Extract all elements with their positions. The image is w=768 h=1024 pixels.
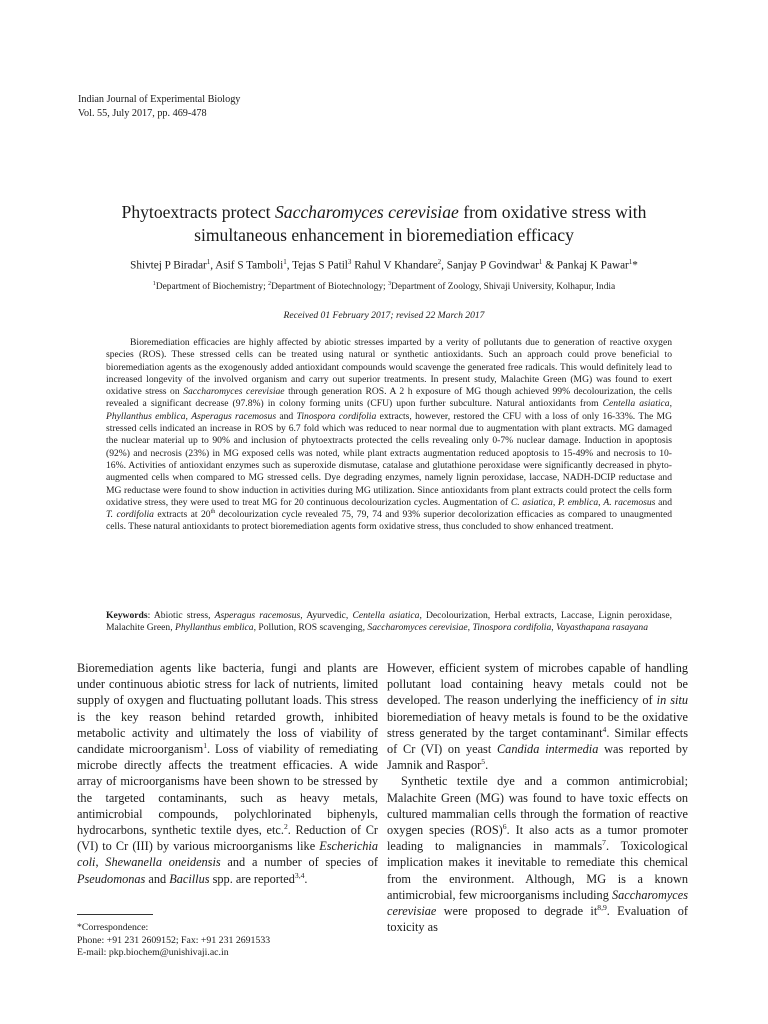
italic-term: Centella asiatica [352,610,420,621]
text-run: Synthetic textile dye and a common antimicrobial; Malachite Green (MG) was found to have toxic effects on cultured mammalian cells through the formation of reactive oxygen species (ROS) [387,774,688,838]
italic-term: Saccharomyces cerevisiae [387,887,688,919]
author-name: Sanjay P Govindwar [446,259,539,272]
text-run: bioremediation of heavy metals is found to be the oxidative stress generated by the target contaminant [387,709,688,740]
italic-term: A. racemosus [603,496,656,508]
text-run: and a number of species of [220,855,379,870]
text-run: . Reduction of Cr (VI) to Cr (III) by various microorganisms like [77,823,378,854]
text-run: extracts, however, restored the CFU with a loss of only 16-33%. The MG stressed cells indicated an increase in ROS by 6.7 fold which was reduced to near normal due to augmentation with plant extracts. MG damaged the nuclear material up to 90% and inclusion of phytoextracts protected the cells revealing only 0-7% nuclear damage. Induction in apoptosis (92%) and necrosis (23%) in MG exposed cells was noted, while plant extracts augmentation reduced apoptosis to 15-49% and necrosis to 10-16%. Activities of antioxidant enzymes such as superoxide dismutase, catalase and glutathione peroxidase were significantly decreased in phyto-augmented cells when compared to MG stressed cells. Dye degrading enzymes, namely lignin peroxidase, laccase, NADH-DCIP reductase and MG reductase were found to show induction in activities during MG utilization. Since antioxidants from plant extracts could protect the cells form oxidative stress, they were used to treat MG for 20 continuous decolourization cycles. Augmentation of [106,410,673,508]
italic-term: Phyllanthus emblica [106,410,186,422]
italic-term: Tinospora cordifolia [472,622,552,634]
text-run: were proposed to degrade it [436,904,598,919]
author-name: Tejas S Patil [292,259,348,272]
text-run: . [485,758,489,773]
abstract [106,337,672,534]
author-affil-sup: 2 [437,258,442,266]
text-run: , [95,855,106,870]
text-run: . Loss of viability of remediating microbe directly affects the treatment efficacies. A wide array of microorganisms have been shown to be stressed by the targeted contaminants, such as heavy metals, antimicrobial compounds, polychlorinated biphenyls, hydrocarbons, synthetic textile dyes, etc. [77,742,378,838]
keywords-label: Keywords [106,610,148,621]
text-run: , [551,622,557,634]
text-run: decolourization cycle revealed 75, 79, 74 and 93% superior decolorization efficacies as compared to unaugmented cells. These natural antioxidants to protect bioremediation agents form oxidative stress, thus concluded to show enhanced treatment. [106,509,673,533]
journal-name: Indian Journal of Experimental Biology [78,94,241,105]
italic-term: Escherichia coli [77,839,378,870]
footnote [77,922,270,960]
text-run: . [304,871,308,886]
affil-sup: 1 [152,281,156,287]
author-affil-sup: 1 [283,258,287,266]
received-dates [40,310,728,321]
text-run: , Decolourization, Herbal extracts, Laccase, Lignin peroxidase, Malachite Green, [106,610,672,634]
author-sep: * [632,259,638,272]
affil-sup: 3 [388,281,392,287]
italic-term: in situ [656,693,689,708]
text-run: , [598,496,604,508]
text-run: , Ayurvedic, [300,610,353,621]
author-list [40,258,728,272]
keywords [106,610,672,635]
italic-term: C. asiatica [510,496,553,508]
footnote-rule [77,914,153,915]
citation-sup: 8,9 [597,902,607,912]
received-date: Received 01 February 2017 [283,310,391,321]
body-paragraph [387,773,688,935]
text-run: However, efficient system of microbes capable of handling pollutant load containing heavy metals could not be developed. The reason underlying the inefficiency of [387,661,688,708]
text-run: and [655,496,673,508]
text-run: . Toxicological implication makes it inevitable to remediate this chemical from the environment. Although, MG is a known antimicrobial, few microorganisms including [387,839,688,902]
author-sep: , [210,259,216,272]
keywords-list [106,610,672,633]
text-run: Bioremediation agents like bacteria, fungi and plants are under continuous abiotic stress for lack of nutrients, limited supply of oxygen and fluctuating pollutant loads. This stress is the key reason behind retarded growth, inhibited metabolic activity and ultimately the loss of viability of candidate microorganism [77,661,378,757]
citation-sup: 2 [283,821,288,831]
journal-header [78,93,240,120]
contact-phone: Phone: +91 231 2609152; Fax: +91 231 2691533 [77,934,271,946]
affil-text: Department of Biotechnology; [271,282,388,293]
author-sep: , [286,259,293,272]
citation-sup: 4 [602,724,607,734]
text-run: . It also acts as a tumor promoter leading to malignancies in mammals [387,823,688,854]
title-pre: Phytoextracts protect [121,202,275,222]
author-sep: , [441,259,447,272]
author-affil-sup: 1 [628,258,633,266]
text-run: spp. are reported [209,871,295,886]
body-column-right [387,660,688,935]
italic-term: Asperagus racemosus [191,410,277,422]
author-name: Rahul V Khandare [354,259,438,272]
affil-sup: 2 [268,281,272,287]
journal-volume: Vol. 55, July 2017, pp. 469-478 [78,107,207,119]
text-run: , [669,398,672,410]
italic-term: Asperagus racemosus [214,610,301,621]
revised-date: revised 22 March 2017 [395,310,485,321]
author-name: Shivtej P Biradar [130,259,207,272]
text-run: and [145,871,170,886]
italic-term: Candida intermedia [496,742,599,757]
italic-term: T. cordifolia [106,509,154,521]
text-run: . Similar effects of Cr (VI) on yeast [387,725,688,757]
italic-term: Saccharomyces cerevisiae [183,386,285,398]
citation-sup: 5 [481,757,486,767]
text-run: : Abiotic stress, [147,610,215,621]
text-run: and [276,410,297,422]
title-line2: simultaneous enhancement in bioremediation efficacy [194,224,574,245]
title-post: from oxidative stress with [458,202,647,222]
body-paragraph [77,660,378,887]
text-run: , [185,410,192,422]
author-name: Pankaj K Pawar [556,259,629,272]
text-run: . Evaluation of toxicity as [387,904,688,935]
title-species: Saccharomyces cerevisiae [274,202,459,222]
text-run: , [552,496,558,508]
author-affil-sup: 3 [347,258,352,266]
text-run: through generation ROS. A 2 h exposure of MG though achieved 99% decolourization, the cells revealed a significant decrease (97.8%) in colony forming units (CFU) upon further subculture. Natural antioxidants from [106,386,672,410]
italic-term: Phyllanthus emblica [175,622,254,634]
italic-term: P. emblica [558,496,599,508]
text-run: extracts at 20 [153,509,211,521]
italic-term: Bacillus [169,871,210,886]
citation-sup: 3,4 [294,870,305,880]
italic-term: Tinospora cordifolia [296,410,377,422]
author-sep: & [542,259,557,272]
italic-term: Saccharomyces cerevisiae [367,622,468,634]
author-affil-sup: 1 [206,258,211,266]
body-paragraph [387,660,688,773]
italic-term: Vayasthapana rasayana [556,622,648,634]
affiliations [40,281,728,292]
received-sep: ; [390,310,396,321]
citation-sup: 7 [602,838,606,848]
paper-title [40,201,728,246]
text-run: Bioremediation efficacies are highly affected by abiotic stresses imparted by a verity of pollutants due to generation of reactive oxygen species (ROS). These stressed cells can be treated using natural or synthetic antioxidants. Such an approach could prove beneficial to bioremediation agents as the exogenously added antioxidant compounds would scavenge the generated free radicals. This would definitely lead to increased longevity of the involved organism and carry out superior treatments. In present study, Malachite Green (MG) was found to exert oxidative stress on [106,337,672,398]
citation-sup: th [210,508,216,515]
italic-term: Centella asiatica [602,398,670,410]
citation-sup: 6 [502,821,507,831]
correspondence-label: *Correspondence: [77,922,149,933]
body-column-left [77,660,378,887]
affil-text: Department of Biochemistry; [155,282,269,293]
affil-text: Department of Zoology, Shivaji University, Kolhapur, India [391,282,616,293]
italic-term: Pseudomonas [77,871,146,886]
text-run: , [467,622,473,634]
author-name: Asif S Tamboli [215,259,284,272]
text-run: , Pollution, ROS scavenging, [253,622,368,634]
text-run: was reported by Jamnik and Raspor [387,742,688,773]
citation-sup: 1 [203,740,208,750]
author-affil-sup: 1 [538,258,543,266]
contact-email: E-mail: pkp.biochem@unishivaji.ac.in [77,947,229,958]
italic-term: Shewanella oneidensis [105,855,221,870]
